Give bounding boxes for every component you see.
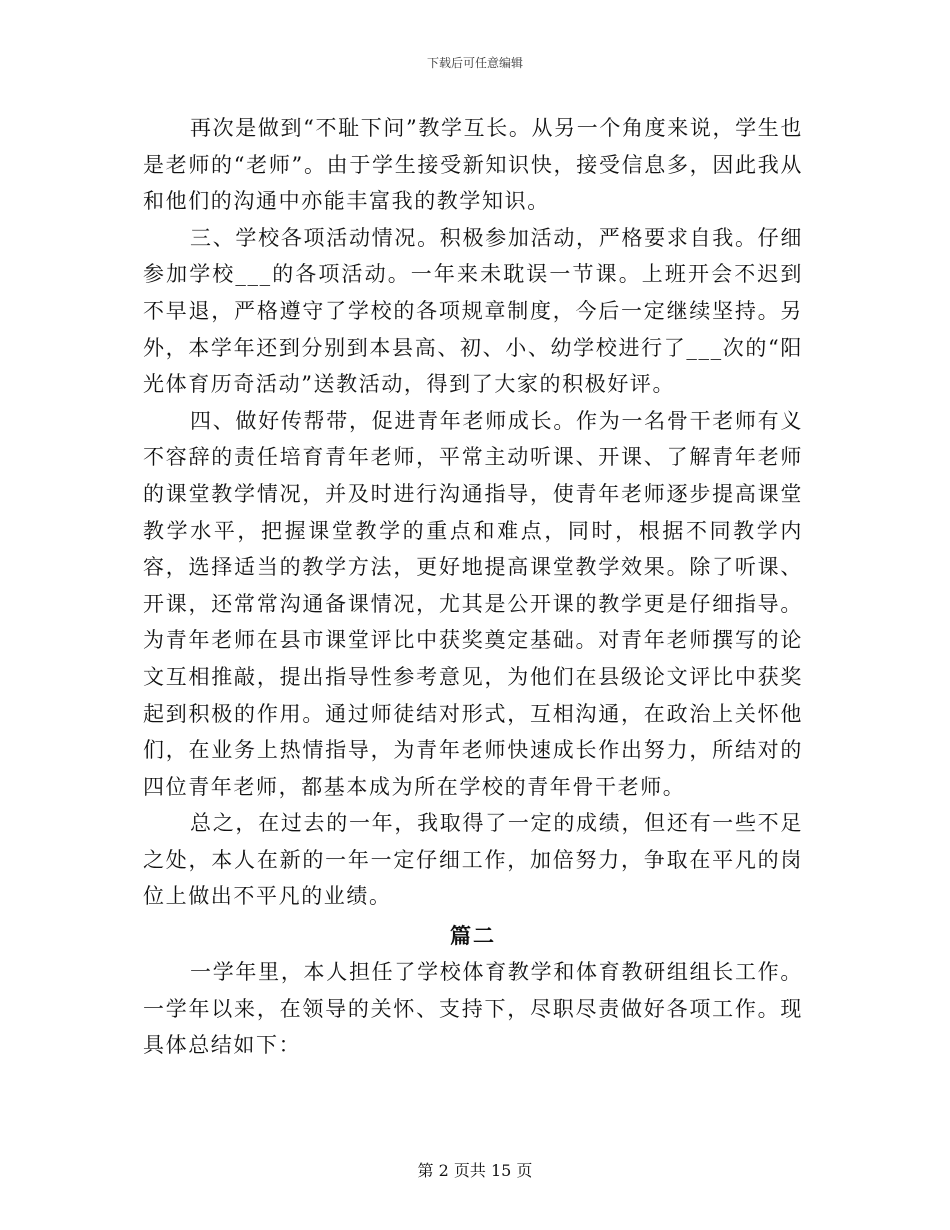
page-header: 下载后可任意编辑 [426, 56, 523, 70]
paragraph: 一学年里，本人担任了学校体育教学和体育教研组组长工作。一学年以来，在领导的关怀、支持下，尽职尽责做好各项工作。现具体总结如下： [143, 960, 803, 1058]
paragraph: 四、做好传帮带，促进青年老师成长。作为一名骨干老师有义不容辞的责任培育青年老师，平常主动听课、开课、了解青年老师的课堂教学情况，并及时进行沟通指导，使青年老师逐步提高课堂教学水平，把握课堂教学的重点和难点，同时，根据不同教学内容，选择适当的教学方法，更好地提高课堂教学效果。除了听课、开课，还常常沟通备课情况，尤其是公开课的教学更是仔细指导。为青年老师在县市课堂评比中获奖奠定基础。对青年老师撰写的论文互相推敲，提出指导性参考意见，为他们在县级论文评比中获奖起到积极的作用。通过师徒结对形式，互相沟通，在政治上关怀他们，在业务上热情指导，为青年老师快速成长作出努力，所结对的四位青年老师，都基本成为所在学校的青年骨干老师。 [143, 408, 803, 799]
section-heading: 篇二 [450, 923, 496, 949]
paragraph: 三、学校各项活动情况。积极参加活动，严格要求自我。仔细参加学校___的各项活动。一年来未耽误一节课。上班开会不迟到不早退，严格遵守了学校的各项规章制度，今后一定继续坚持。另外，本学年还到分别到本县高、初、小、幼学校进行了___次的“阳光体育历奇活动”送教活动，得到了大家的积极好评。 [143, 225, 803, 397]
paragraph: 总之，在过去的一年，我取得了一定的成绩，但还有一些不足之处，本人在新的一年一定仔细工作，加倍努力，争取在平凡的岗位上做出不平凡的业绩。 [143, 811, 803, 909]
document-body [143, 110, 803, 1064]
paragraph: 再次是做到“不耻下问”教学互长。从另一个角度来说，学生也是老师的“老师”。由于学生接受新知识快，接受信息多，因此我从和他们的沟通中亦能丰富我的教学知识。 [143, 116, 803, 214]
page-footer: 第 2 页共 15 页 [417, 1161, 533, 1180]
